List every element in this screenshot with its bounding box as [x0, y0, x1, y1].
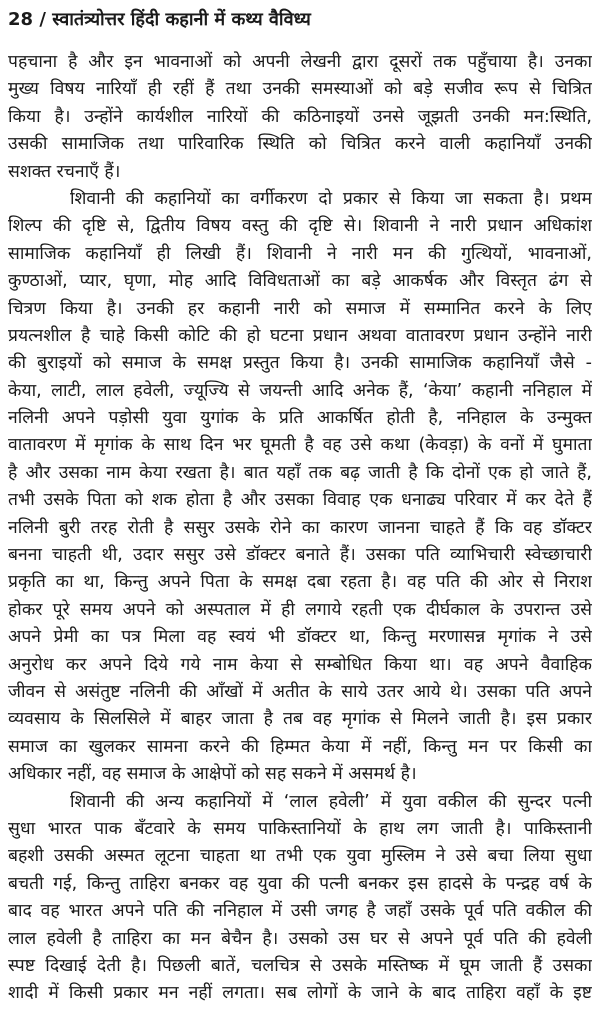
text-line: नलिनी बुरी तरह रोती है ससुर उसके रोने का कारण जानना चाहते हैं कि वह डॉक्टर: [8, 517, 592, 538]
page-number: 28: [8, 9, 34, 30]
text-line: शादी में किसी प्रकार मन नहीं लगता। सब लोगों के जाने के बाद ताहिरा वहाँ के इष्ट: [8, 983, 592, 1004]
text-line: बनना चाहती थी, उदार ससुर उसे डॉक्टर बनाते हैं। उसका पति व्याभिचारी स्वेच्छाचारी: [8, 545, 592, 566]
text-line: कुण्ठाओं, प्यार, घृणा, मोह आदि विविधताओं का बड़े आकर्षक और विस्तृत ढंग से: [8, 271, 592, 292]
text-line: बाद वह भारत अपने पति की ननिहाल में उसी जगह है जहाँ उसके पूर्व पति वकील की: [8, 901, 592, 922]
paragraph: [8, 186, 592, 789]
text-line: शिवानी की कहानियों का वर्गीकरण दो प्रकार से किया जा सकता है। प्रथम: [70, 188, 592, 209]
text-line: पहचाना है और इन भावनाओं को अपनी लेखनी द्वारा दूसरों तक पहुँचाया है। उनका: [8, 52, 592, 72]
text-line: प्रकृति का था, किन्तु अपने पिता के समक्ष दबा रहता है। वह पति की ओर से निराश: [8, 572, 592, 593]
book-title: स्वातंत्र्योत्तर हिंदी कहानी में कथ्य वैविध्य: [52, 9, 311, 30]
text-line: अपने प्रेमी का पत्र मिला वह स्वयं भी डॉक्टर था, किन्तु मरणासन्न मृगांक ने उसे: [8, 627, 592, 648]
text-line: सामाजिक कहानियाँ ही लिखी हैं। शिवानी ने नारी मन की गुत्थियों, भावनाओं,: [8, 243, 592, 264]
text-line: है और उसका नाम केया रखता है। बात यहाँ तक बढ़ जाती है कि दोनों एक हो जाते हैं,: [8, 462, 592, 483]
text-line: व्यवसाय के सिलसिले में बाहर जाता है तब वह मृगांक से मिलने जाती है। इस प्रकार: [8, 709, 592, 730]
text-line: बहशी उसकी अस्मत लूटना चाहता था तभी एक युवा मुस्लिम ने उसे बचा लिया सुधा: [8, 846, 592, 867]
text-line: की बुराइयों को समाज के समक्ष प्रस्तुत किया है। उनकी सामाजिक कहानियाँ जैसे -: [8, 353, 592, 374]
text-line: शिवानी की अन्य कहानियों में ‘लाल हवेली’ में युवा वकील की सुन्दर पत्नी: [70, 791, 592, 812]
text-line: समाज का खुलकर सामना करने की हिम्मत केया में नहीं, किन्तु मन पर किसी का: [8, 736, 592, 757]
text-line: जीवन से असंतुष्ट नलिनी की आँखों में अतीत के साये उतर आये थे। उसका पति अपने: [8, 681, 592, 702]
running-header: [8, 6, 311, 34]
text-line: उसकी सामाजिक तथा पारिवारिक स्थिति को चित्रित करने वाली कहानियाँ उनकी: [8, 134, 592, 155]
text-line: लाल हवेली है ताहिरा का मन बेचैन है। उसको उस घर से अपने पूर्व पति की हवेली: [8, 928, 592, 949]
text-line: अनुरोध कर अपने दिये गये नाम केया से सम्बोधित किया था। वह अपने वैवाहिक: [8, 654, 592, 675]
paragraph: [8, 789, 592, 1008]
header-separator: /: [39, 9, 46, 30]
text-line: बचती गई, किन्तु ताहिरा बनकर वह युवा की पत्नी बनकर इस हादसे के पन्द्रह वर्ष के: [8, 873, 592, 894]
text-line: मुख्य विषय नारियाँ ही रहीं हैं तथा उनकी समस्याओं को बड़े सजीव रूप से चित्रित: [8, 79, 592, 100]
paragraph: [8, 49, 592, 186]
text-line: किया है। उन्होंने कार्यशील नारियों की कठिनाइयों उनसे जूझती उनकी मन:स्थिति,: [8, 106, 592, 127]
page-body: [8, 49, 592, 1008]
text-line: होकर पूरे समय अपने को अस्पताल में ही लगाये रहती एक दीर्घकाल के उपरान्त उसे: [8, 599, 592, 620]
text-line: प्रयत्नशील है चाहे किसी कोटि की हो घटना प्रधान अथवा वातावरण प्रधान उन्होंने नारी: [8, 325, 592, 346]
text-line: तभी उसके पिता को शक होता है और उसका विवाह एक धनाढ्य परिवार में कर देते हैं: [8, 490, 592, 511]
text-line: शिल्प की दृष्टि से, द्वितीय विषय वस्तु की दृष्टि से। शिवानी ने नारी प्रधान अधिकांश: [8, 216, 592, 237]
text-line: अधिकार नहीं, वह समाज के आक्षेपों को सह सकने में असमर्थ है।: [8, 764, 417, 785]
text-line: चित्रण किया है। उनकी हर कहानी नारी को समाज में सम्मानित करने के लिए: [8, 298, 592, 319]
text-line: सुधा भारत पाक बँटवारे के समय पाकिस्तानियों के हाथ लग जाती है। पाकिस्तानी: [8, 818, 592, 839]
text-line: केया, लाटी, लाल हवेली, ज्यूज्यि से जयन्ती आदि अनेक हैं, ‘केया’ कहानी ननिहाल में: [8, 380, 592, 401]
text-line: सशक्त रचनाएँ हैं।: [8, 161, 121, 182]
text-line: नलिनी अपने पड़ोसी युवा युगांक के प्रति आकर्षित होती है, ननिहाल के उन्मुक्त: [8, 408, 592, 429]
text-line: वातावरण में मृगांक के साथ दिन भर घूमती है वह उसे कथा (केवड़ा) के वनों में घुमाता: [8, 435, 592, 456]
text-line: स्पष्ट दिखाई देती है। पिछली बातें, चलचित्र से उसके मस्तिष्क में घूम जाती हैं उसका: [8, 955, 592, 976]
